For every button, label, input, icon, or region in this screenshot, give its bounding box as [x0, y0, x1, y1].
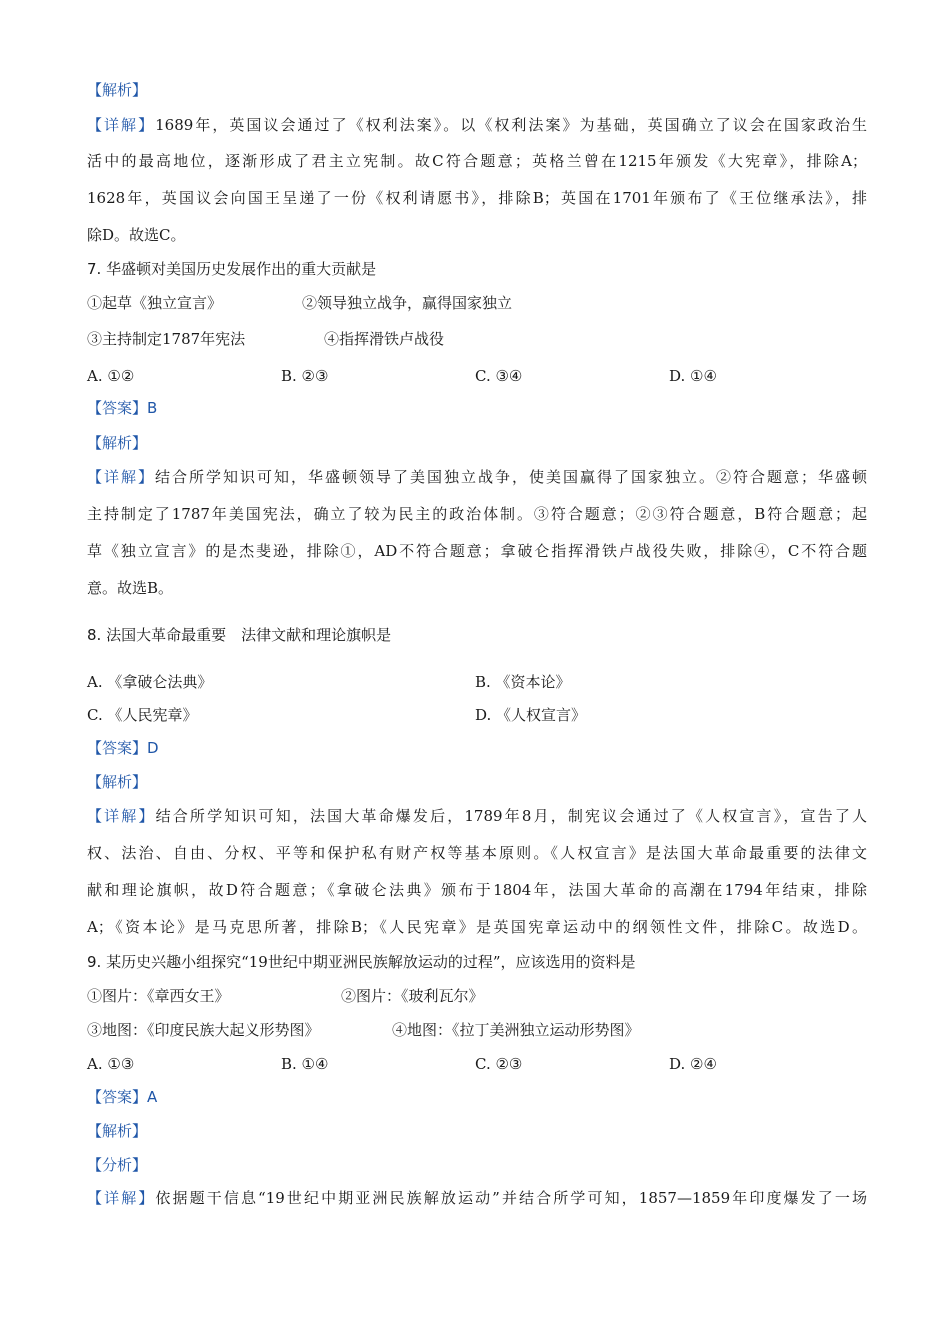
q8-option-b: B. 《资本论》	[475, 673, 571, 691]
q8-detail-line-1: 【详解】结合所学知识可知，法国大革命爆发后，1789年8月，制宪议会通过了《人权宣言》，宣告了人	[87, 807, 867, 825]
q7-option-c: C. ③④	[475, 367, 523, 385]
q9-answer: 【答案】A	[87, 1088, 158, 1106]
q9-item-1: ①图片：《章西女王》	[87, 987, 230, 1005]
q6-detail-line-1: 【详解】1689年，英国议会通过了《权利法案》。以《权利法案》为基础，英国确立了议会在国家政治生	[87, 116, 867, 134]
q9-item-3: ③地图：《印度民族大起义形势图》	[87, 1021, 320, 1039]
q7-option-b: B. ②③	[281, 367, 329, 385]
q9-option-b: B. ①④	[281, 1055, 329, 1073]
q7-detail-line-2: 主持制定了1787年美国宪法，确立了较为民主的政治体制。③符合题意；②③符合题意，B符合题意；起	[87, 505, 867, 523]
q7-stem: 7. 华盛顿对美国历史发展作出的重大贡献是	[87, 260, 377, 278]
q7-detail-line-4: 意。故选B。	[87, 579, 174, 597]
q8-stem: 8. 法国大革命最重要 法律文献和理论旗帜是	[87, 626, 392, 644]
q7-option-d: D. ①④	[669, 367, 717, 385]
q7-item-2: ②领导独立战争，赢得国家独立	[302, 294, 513, 312]
q7-analysis-label: 【解析】	[87, 434, 148, 452]
q8-number: 8.	[87, 626, 102, 644]
q9-option-a: A. ①③	[87, 1055, 135, 1073]
analysis-label	[87, 80, 867, 100]
q9-detail-line-1: 【详解】依据题干信息“19世纪中期亚洲民族解放运动”并结合所学可知，1857—1859年印度爆发了一场	[87, 1189, 867, 1207]
q9-stem: 9. 某历史兴趣小组探究“19世纪中期亚洲民族解放运动的过程”，应该选用的资料是	[87, 953, 636, 971]
q7-number: 7.	[87, 260, 102, 278]
q9-analysis-label: 【解析】	[87, 1122, 148, 1140]
q8-answer-value: D	[147, 739, 159, 757]
q9-item-4: ④地图：《拉丁美洲独立运动形势图》	[392, 1021, 640, 1039]
q7-item-3: ③主持制定1787年宪法	[87, 330, 246, 348]
analysis-tag: 【解析】	[87, 81, 148, 99]
q6-detail-line-2: 活中的最高地位，逐渐形成了君主立宪制。故C符合题意；英格兰曾在1215年颁发《大宪章》，排除A；	[87, 152, 867, 170]
q9-option-c: C. ②③	[475, 1055, 523, 1073]
q9-item-2: ②图片：《玻利瓦尔》	[341, 987, 484, 1005]
q7-item-4: ④指挥滑铁卢战役	[324, 330, 445, 348]
q9-number: 9.	[87, 953, 102, 971]
q7-answer: 【答案】B	[87, 399, 158, 417]
q7-item-1: ①起草《独立宣言》	[87, 294, 223, 312]
q9-option-d: D. ②④	[669, 1055, 717, 1073]
q8-option-d: D. 《人权宣言》	[475, 706, 587, 724]
q6-detail-line-4: 除D。故选C。	[87, 226, 186, 244]
q7-detail-line-3: 草《独立宣言》的是杰斐逊，排除①，AD不符合题意；拿破仑指挥滑铁卢战役失败，排除④，C不符合题	[87, 542, 867, 560]
q8-option-c: C. 《人民宪章》	[87, 706, 198, 724]
q9-fenxi-label: 【分析】	[87, 1156, 148, 1174]
q8-detail-line-4: A；《资本论》是马克思所著，排除B；《人民宪章》是英国宪章运动中的纲领性文件，排除C。故选D。	[87, 918, 867, 936]
q6-detail-line-3: 1628年，英国议会向国王呈递了一份《权利请愿书》，排除B；英国在1701年颁布了《王位继承法》，排	[87, 189, 867, 207]
q8-analysis-label: 【解析】	[87, 773, 148, 791]
q7-detail-line-1: 【详解】结合所学知识可知，华盛顿领导了美国独立战争，使美国赢得了国家独立。②符合题意；华盛顿	[87, 468, 867, 486]
q8-detail-line-2: 权、法治、自由、分权、平等和保护私有财产权等基本原则。《人权宣言》是法国大革命最重要的法律文	[87, 844, 867, 862]
q7-answer-value: B	[147, 399, 158, 417]
q9-answer-value: A	[147, 1088, 158, 1106]
q8-detail-line-3: 献和理论旗帜，故D符合题意；《拿破仑法典》颁布于1804年，法国大革命的高潮在1794年结束，排除	[87, 881, 867, 899]
q8-answer: 【答案】D	[87, 739, 159, 757]
q8-option-a: A. 《拿破仑法典》	[87, 673, 213, 691]
q7-option-a: A. ①②	[87, 367, 135, 385]
